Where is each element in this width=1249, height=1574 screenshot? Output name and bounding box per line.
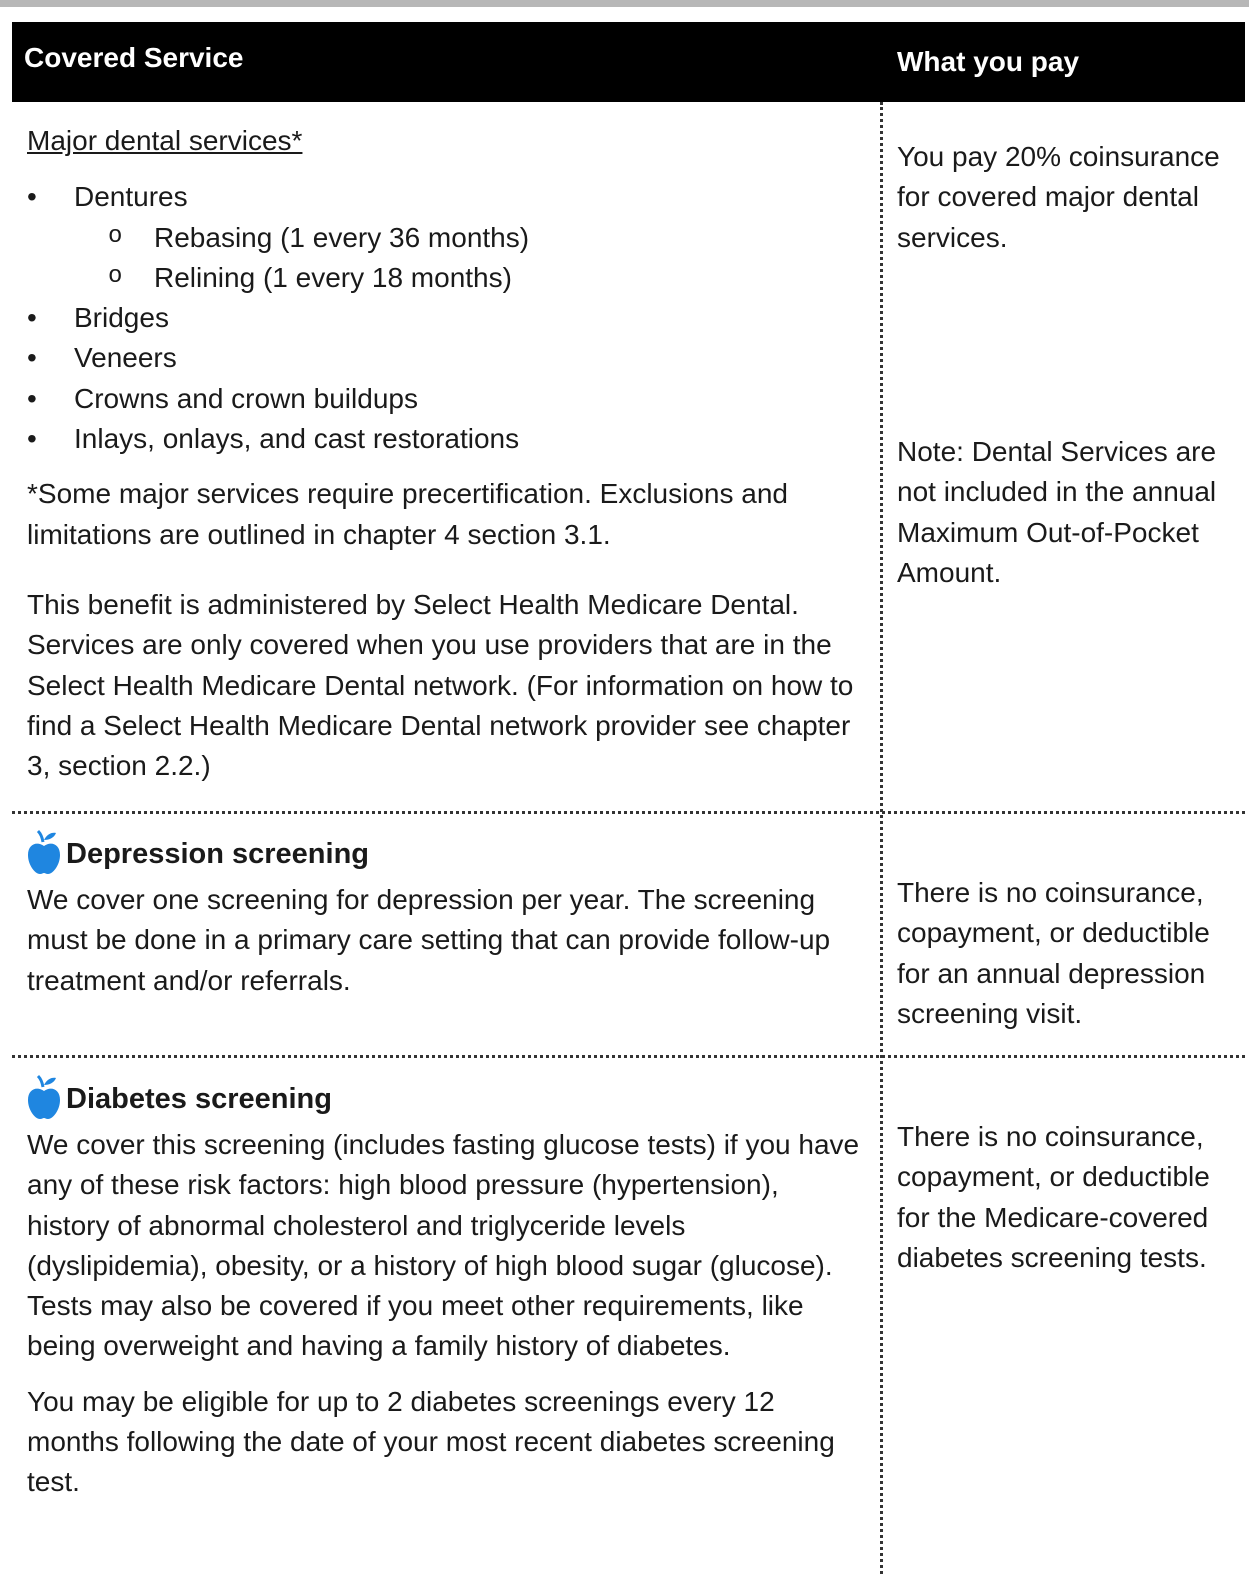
column-divider bbox=[880, 102, 883, 1574]
diabetes-pay-cell bbox=[897, 1117, 1242, 1278]
table-header bbox=[12, 22, 1245, 102]
depression-title: Depression screening bbox=[66, 837, 369, 870]
depression-service-cell bbox=[27, 828, 867, 1001]
diabetes-pay-text: There is no coinsurance, copayment, or deductible for the Medicare-covered diabetes screening tests. bbox=[897, 1121, 1210, 1273]
header-covered-service: Covered Service bbox=[24, 42, 244, 73]
row-divider bbox=[12, 811, 1245, 814]
depression-pay-cell bbox=[897, 873, 1242, 1034]
list-subitem: o Rebasing (1 every 36 months) bbox=[27, 218, 867, 258]
list-item: • Inlays, onlays, and cast restorations bbox=[27, 419, 867, 459]
depression-pay-text: There is no coinsurance, copayment, or deductible for an annual depression screening visit. bbox=[897, 877, 1210, 1029]
dental-pay-text: You pay 20% coinsurance for covered major dental services. bbox=[897, 141, 1220, 253]
header-what-you-pay: What you pay bbox=[897, 46, 1080, 77]
diabetes-service-cell bbox=[27, 1073, 867, 1503]
dental-admin-text: This benefit is administered by Select Health Medicare Dental. Services are only covered when you use providers that are in the Select Health Medicare Dental network. (For information on how to find a Select Health Medicare Dental network provider see chapter 3, section 2.2.) bbox=[27, 588, 854, 782]
depression-heading bbox=[27, 828, 867, 874]
dental-service-cell bbox=[27, 121, 867, 786]
diabetes-body-2: You may be eligible for up to 2 diabetes screenings every 12 months following the date of your most recent diabetes screening test. bbox=[27, 1385, 835, 1498]
list-item: • Crowns and crown buildups bbox=[27, 379, 867, 419]
list-item: • Veneers bbox=[27, 338, 867, 378]
dental-list bbox=[27, 177, 867, 459]
dental-pay-note: Note: Dental Services are not included in the annual Maximum Out-of-Pocket Amount. bbox=[897, 436, 1217, 588]
diabetes-body: We cover this screening (includes fasting glucose tests) if you have any of these risk factors: high blood pressure (hypertension), history of abnormal cholesterol and triglyceride levels (dyslipidemia), obesity, or a history of high blood sugar (glucose). Tests may also be covered if you meet other requirements, like being overweight and having a family history of diabetes. bbox=[27, 1129, 860, 1362]
dental-pay-cell bbox=[897, 137, 1242, 258]
dental-title: Major dental services* bbox=[27, 125, 303, 156]
depression-body: We cover one screening for depression per year. The screening must be done in a primary care setting that can provide follow-up treatment and/or referrals. bbox=[27, 884, 831, 996]
diabetes-title: Diabetes screening bbox=[66, 1082, 332, 1115]
top-rule bbox=[0, 0, 1249, 7]
list-item: • Bridges bbox=[27, 298, 867, 338]
apple-icon bbox=[27, 1073, 61, 1119]
list-item: • Dentures bbox=[27, 177, 867, 217]
apple-icon bbox=[27, 828, 61, 874]
row-divider bbox=[12, 1055, 1245, 1058]
dental-pay-note-cell bbox=[897, 432, 1242, 593]
dental-precert-note: *Some major services require precertification. Exclusions and limitations are outlined in chapter 4 section 3.1. bbox=[27, 478, 788, 550]
diabetes-heading bbox=[27, 1073, 867, 1119]
list-subitem: o Relining (1 every 18 months) bbox=[27, 258, 867, 298]
